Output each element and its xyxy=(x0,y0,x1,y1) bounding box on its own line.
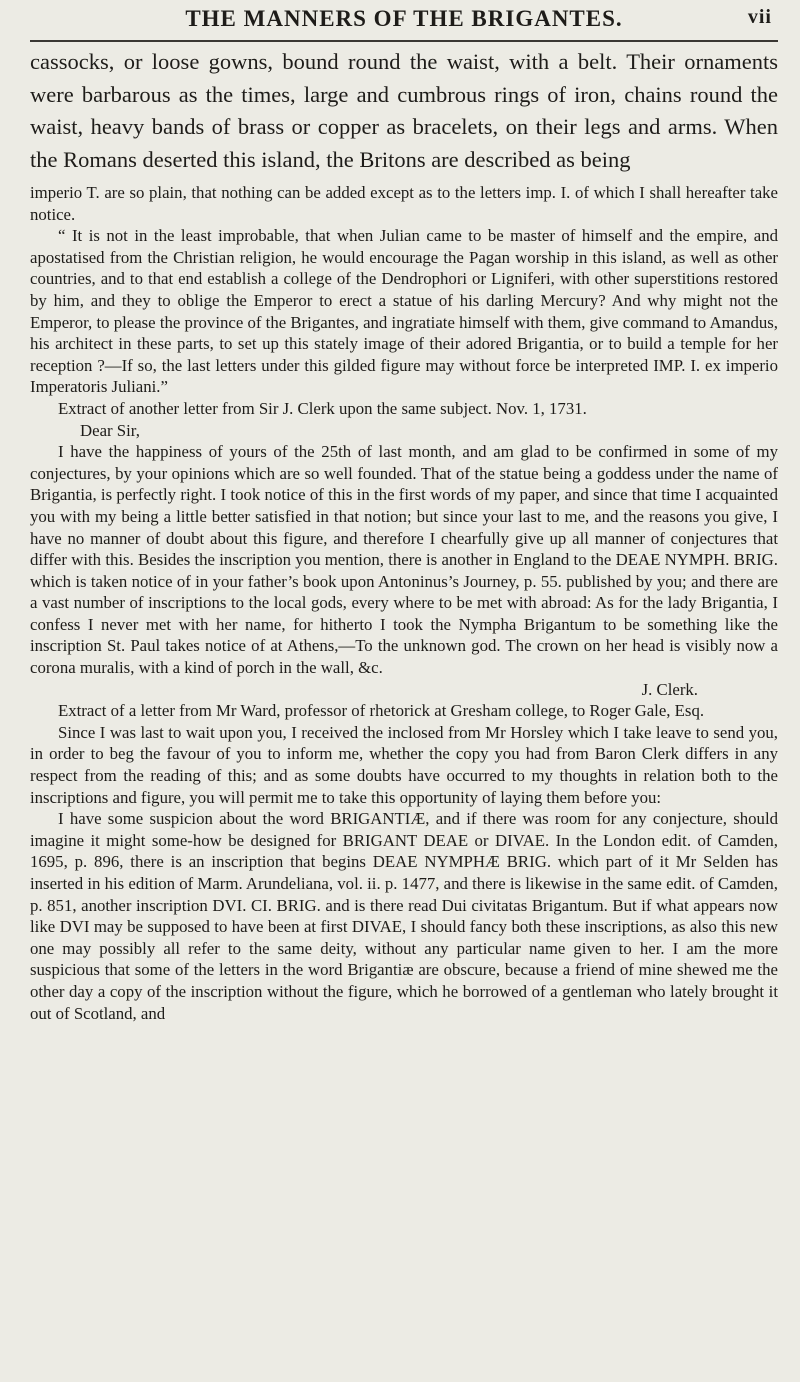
paragraph: I have some suspicion about the word BRIGANTIÆ, and if there was room for any conjecture, should imagine it might some-how be designed for BRIGANT DEAE or DIVAE. In the London edit. of Camden, 1695, p. 896, there is an inscription that begins DEAE NYMPHÆ BRIG. which part of it Mr Selden has inserted in his edition of Marm. Arundeliana, vol. ii. p. 1477, and there is likewise in the same edit. of Camden, p. 851, another inscription DVI. CI. BRIG. and is there read Dui civitatas Brigantum. But if what appears now like DVI may be supposed to have been at first DIVAE, I should fancy both these inscriptions, as also this new one may possibly all refer to the same deity, without any particular name given to her. I am the more suspicious that some of the letters in the word Brigantiæ are obscure, because a friend of mine shewed me the other day a copy of the inscription without the figure, which he borrowed of a gentleman who lately brought it out of Scotland, and xyxy=(30,809,778,1023)
paragraph: “ It is not in the least improbable, that when Julian came to be master of himself and the empire, and apostatised from the Christian religion, he would encourage the Pagan worship in this island, as well as other countries, and to that end establish a college of the Dendrophori or Ligniferi, with other superstitions restored by him, and they to oblige the Emperor to erect a statue of his darling Mercury? And why might not the Emperor, to please the province of the Brigantes, and ingratiate himself with them, give command to Amandus, his architect in these parts, to set up this stately image of their adored Brigantia, or to build a temple for her reception ?—If so, the last letters under this gilded figure may without force be interpreted IMP. I. ex imperio Imperatoris Juliani.” xyxy=(30,226,778,397)
page-number: vii xyxy=(747,6,772,28)
paragraph: imperio T. are so plain, that nothing can be added except as to the letters imp. I. of which I shall hereafter take notice. xyxy=(30,183,778,224)
running-head xyxy=(30,0,778,40)
signature: J. Clerk. xyxy=(641,679,698,699)
running-title: THE MANNERS OF THE BRIGANTES. xyxy=(185,6,623,31)
paragraph: Since I was last to wait upon you, I received the inclosed from Mr Horsley which I take leave to send you, in order to beg the favour of you to inform me, whether the copy you had from Baron Clerk differs in any respect from the reading of this; and as some doubts have occurred to my thoughts in relation both to the inscriptions and figure, you will permit me to take this opportunity of laying them before you: xyxy=(30,722,778,807)
body-text xyxy=(30,182,778,1024)
lead-paragraph: cassocks, or loose gowns, bound round the waist, with a belt. Their ornaments were barbarous as the times, large and cumbrous rings of iron, chains round the waist, heavy bands of brass or copper as bracelets, on their legs and arms. When the Romans deserted this island, the Britons are described as being xyxy=(30,49,778,172)
letter-heading: Extract of another letter from Sir J. Clerk upon the same subject. Nov. 1, 1731. xyxy=(58,398,587,418)
header-rule xyxy=(30,40,778,42)
salutation: Dear Sir, xyxy=(80,420,140,440)
paragraph: I have the happiness of yours of the 25th of last month, and am glad to be confirmed in some of my conjectures, by your opinions which are so well founded. That of the statue being a goddess under the name of Brigantia, is perfectly right. I took notice of this in the first words of my paper, and since that time I acquainted you with my being a little better satisfied in that notion; but since your last to me, and the reasons you give, I have no manner of doubt about this figure, and therefore I chearfully give up all manner of conjectures that differ with this. Besides the inscription you mention, there is another in England to the DEAE NYMPH. BRIG. which is taken notice of in your father’s book upon Antoninus’s Journey, p. 55. published by you; and there are a vast number of inscriptions to the local gods, every where to be met with abroad: As for the lady Brigantia, I confess I never met with her name, for hitherto I took the Nympha Brigantum to be something like the inscription St. Paul takes notice of at Athens,—To the unknown god. The crown on her head is visibly now a corona muralis, with a kind of porch in the wall, &c. xyxy=(30,442,778,678)
letter-heading: Extract of a letter from Mr Ward, professor of rhetorick at Gresham college, to Roger Gale, Esq. xyxy=(58,701,705,721)
